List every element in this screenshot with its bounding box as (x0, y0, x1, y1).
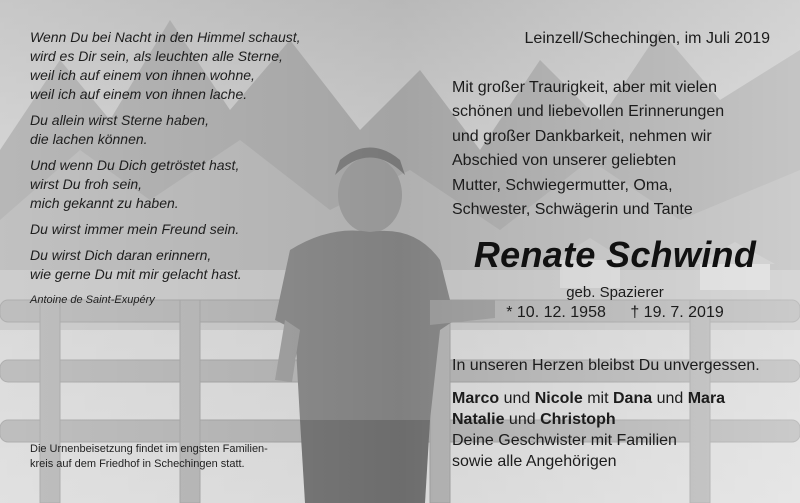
mourner-name: Nicole (534, 390, 583, 407)
closing-line: In unseren Herzen bleibst Du unvergessen. (452, 357, 760, 374)
mourner-joiner: mit (587, 390, 609, 407)
mourners-line-2 (452, 409, 782, 430)
mourner-joiner: und (503, 390, 531, 407)
poem-line: Wenn Du bei Nacht in den Himmel schaust, (30, 29, 301, 45)
poem-stanza-1 (30, 28, 330, 104)
mourners-line-1 (452, 388, 782, 409)
intro-line: Abschied von unserer geliebten (452, 152, 677, 170)
poem-stanza-2 (30, 111, 330, 149)
poem-line: wirst Du froh sein, (30, 176, 143, 192)
poem-line: Du allein wirst Sterne haben, (30, 112, 209, 128)
death-date: † 19. 7. 2019 (630, 304, 724, 321)
mourners-line-4: sowie alle Angehörigen (452, 453, 617, 470)
poem-line: wird es Dir sein, als leuchten alle Sterne, (30, 48, 283, 64)
mourner-name: Natalie (452, 411, 505, 428)
poem-line: Du wirst Dich daran erinnern, (30, 247, 212, 263)
mourner-name: Marco (452, 390, 500, 407)
mourner-name: Dana (612, 390, 653, 407)
poem-stanza-3 (30, 156, 330, 213)
poem-line: weil ich auf einem von ihnen lache. (30, 86, 248, 102)
burial-note-line: Die Urnenbeisetzung findet im engsten Familien- (30, 443, 268, 455)
mourner-joiner: und (656, 390, 684, 407)
maiden-name: geb. Spazierer (566, 284, 664, 301)
mourners (452, 388, 782, 472)
intro-line: Mutter, Schwiegermutter, Oma, (452, 176, 673, 194)
poem-author: Antoine de Saint-Exupéry (30, 294, 155, 306)
poem-stanza-5 (30, 246, 330, 284)
life-dates (455, 304, 775, 322)
place-date: Leinzell/Schechingen, im Juli 2019 (524, 30, 770, 47)
birth-date: * 10. 12. 1958 (506, 304, 606, 321)
poem-stanza-4 (30, 220, 330, 239)
intro-line: Schwester, Schwägerin und Tante (452, 201, 693, 219)
poem-line: mich gekannt zu haben. (30, 195, 179, 211)
poem-line: Und wenn Du Dich getröstet hast, (30, 157, 240, 173)
burial-note (30, 442, 290, 472)
mourner-name: Christoph (540, 411, 616, 428)
mourners-line-3: Deine Geschwister mit Familien (452, 432, 677, 449)
poem-line: Du wirst immer mein Freund sein. (30, 221, 240, 237)
intro-line: Mit großer Traurigkeit, aber mit vielen (452, 79, 717, 96)
poem-line: wie gerne Du mit mir gelacht hast. (30, 266, 242, 282)
intro-line: und großer Dankbarkeit, nehmen wir (452, 127, 712, 145)
intro-text (452, 76, 782, 222)
poem-line: weil ich auf einem von ihnen wohne, (30, 67, 255, 83)
mourner-joiner: und (508, 411, 536, 428)
deceased-name: Renate Schwind (473, 234, 757, 275)
mourner-name: Mara (687, 390, 726, 407)
intro-line: schönen und liebevollen Erinnerungen (452, 103, 725, 121)
poem-line: die lachen können. (30, 131, 148, 147)
burial-note-line: kreis auf dem Friedhof in Schechingen statt. (30, 458, 245, 470)
poem (30, 28, 330, 310)
